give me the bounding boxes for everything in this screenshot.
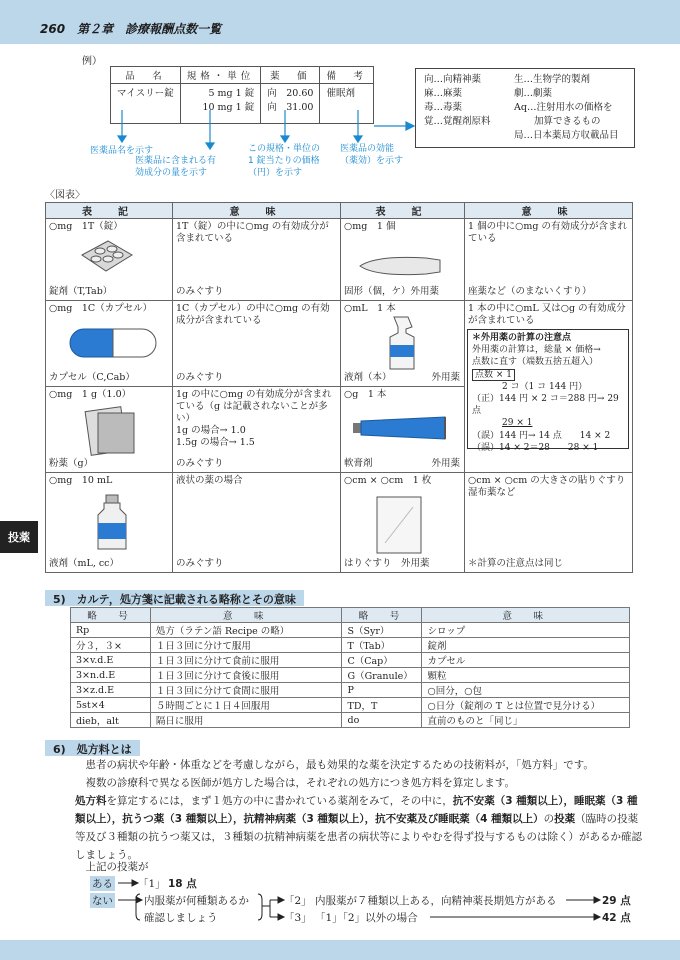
abbr-row: 5st×4 ５時間ごとに１日４回服用 TD，T ○日分（錠剤の T とは位置で見分ける）: [71, 698, 630, 713]
cell-solid-mean: 1 個の中に○mg の有効成分が含まれている 座薬など（のまないくすり）: [465, 219, 633, 301]
ex-price: 向 20.60 向 31.00: [261, 84, 320, 124]
callout-note: 医薬品の効能 （薬効）を示す: [340, 144, 404, 166]
footer-band: [0, 940, 680, 960]
flow-q2: 確認しましょう: [144, 912, 218, 924]
tablet-pack-icon: [76, 237, 136, 279]
cell-liquid: ○mg 10 mL 液剤（mL, cc）: [46, 473, 173, 573]
section6-paragraph3: 処方料を算定するには，まず１処方の中に書かれている薬剤をみて，その中に，抗不安薬（3 種類以上），睡眠薬（3 種類以上），抗うつ薬（3 種類以上），抗精神病薬（3 種類以上），抗不安薬及び睡眠薬（4 種類以上）の投薬（臨時の投薬等及び３種類の抗うつ薬又は，３種類の抗精神病薬を患者の病状等によりやむを得ず投与するものは除く）があるか確認しましょう。: [75, 795, 642, 861]
flow-aru: ある: [92, 878, 113, 890]
cell-solid: ○mg 1 個 固形（個，ケ）外用薬: [341, 219, 465, 301]
flow-c2: 内服薬が７種類以上ある，向精神薬長期処方がある: [315, 895, 557, 907]
ex-h3: 薬 価: [261, 67, 320, 84]
cell-patch-mean: ○cm × ○cm の大きさの貼りぐすり 湿布薬など ＊計算の注意点は同じ: [465, 473, 633, 573]
ex-h1: 品 名: [111, 67, 181, 84]
liquid-bottle-icon: [386, 315, 420, 371]
flow-p3: 42 点: [602, 912, 631, 924]
cell-ointment: ○g 1 本 軟膏剤 外用薬: [341, 387, 465, 473]
abbr-row: 3×v.d.E １日３回に分けて食前に服用 C（Cap） カプセル: [71, 653, 630, 668]
page-header: [40, 20, 233, 37]
callout-spec: 医薬品に含まれる有 効成分の量を示す: [135, 156, 217, 178]
flow-q1: 内服薬が何種類あるか: [144, 895, 249, 907]
ointment-tube-icon: [351, 415, 455, 441]
section6-paragraph1: 患者の病状や年齢・体重などを考慮しながら，最も効果的な薬を決定するための技術料が，「処方料」です。: [75, 759, 594, 771]
cell-liquid-mean: 液状の薬の場合 のみぐすり: [173, 473, 341, 573]
chapter-title: 第２章 診療報酬点数一覧: [77, 22, 222, 36]
grid-h2: 意 味: [173, 203, 341, 219]
side-tab: 投薬: [0, 521, 38, 553]
figure-label: 〈図表〉: [45, 190, 85, 201]
cell-liquid-ext: ○mL 1 本 液剤（本） 外用薬: [341, 301, 465, 387]
cell-powder: ○mg 1 g（1.0） 粉薬（g）: [46, 387, 173, 473]
calc-note-box: ＊外用薬の計算の注意点 外用薬の計算は，総量 × 価格→ 点数に直す（端数五捨五超入） 点数 × 1 2 コ（1 コ 144 円） （正）144 円 × 2 コ＝288 円→ 29 点 29 × 1 （誤）144 円→ 14 点 14 × 2 （誤）14 × 2＝28 28 × 1: [467, 329, 629, 449]
abbr-row: Rp 処方（ラテン語 Recipe の略） S（Syr） シロップ: [71, 623, 630, 638]
cell-patch: ○cm × ○cm 1 枚 はりぐすり 外用薬: [341, 473, 465, 573]
abbr-row: 3×z.d.E １日３回に分けて食間に服用 P ○回分，○包: [71, 683, 630, 698]
abbreviation-table: 略 号 意 味 略 号 意 味 Rp 処方（ラテン語 Recipe の略） S（Syr） シロップ 分３，３× １日３回に分けて服用 T（Tab） 錠剤 3×v.d.E １日３回に分けて食前に服用 C（Cap） カプセル 3×n.d.E １日３回に分けて食後に服用 G（Granule） 顆粒 3×z.d.E １日３回に分けて食間に服用 P ○回分，○包 5st×4 ５時間ごとに１日４回服用 TD，T ○日分（錠剤の T とは位置で見分ける） dieb，alt 隔日に服用 do 直前のものと「同じ」: [70, 607, 630, 728]
ex-h4: 備 考: [320, 67, 374, 84]
flow-r3: 「3」: [284, 912, 312, 924]
dosage-figure-table: [45, 202, 633, 573]
abbr-row: 分３，３× １日３回に分けて服用 T（Tab） 錠剤: [71, 638, 630, 653]
flow-p2: 29 点: [602, 895, 631, 907]
cell-tablet-mean: 1T（錠）の中に○mg の有効成分が含まれている のみぐすり: [173, 219, 341, 301]
section5-title: 5) カルテ，処方箋に記載される略称とその意味: [45, 590, 304, 606]
capsule-icon: [68, 327, 158, 359]
ex-note: 催眠剤: [320, 84, 374, 124]
abbr-row: dieb，alt 隔日に服用 do 直前のものと「同じ」: [71, 713, 630, 728]
ex-spec: 5 mg 1 錠 10 mg 1 錠: [180, 84, 261, 124]
legend-box: 向…向精神薬 生…生物学的製剤 麻…麻薬 劇…劇薬 毒…毒薬 Aq…注射用水の価格を 覚…覚醒剤原料 加算できるもの 局…日本薬局方収載品目: [415, 68, 635, 148]
suppository-icon: [356, 254, 446, 278]
prescription-fee-flow: [90, 876, 650, 928]
patch-icon: [373, 493, 429, 557]
cell-capsule-mean: 1C（カプセル）の中に○mg の有効成分が含まれている のみぐすり: [173, 301, 341, 387]
cell-capsule: ○mg 1C（カプセル） カプセル（C,Cab）: [46, 301, 173, 387]
ex-h2: 規格・単位: [180, 67, 261, 84]
page-number: 260: [40, 22, 66, 36]
page-header-band: [0, 0, 680, 44]
callout-price: この規格・単位の 1 錠当たりの価格 （円）を示す: [248, 144, 321, 178]
flow-arrows: [90, 876, 650, 928]
section6-paragraph2: 複数の診療科で異なる医師が処方した場合は，それぞれの処方につき処方料を算定します。: [75, 777, 515, 789]
grid-h3: 表 記: [341, 203, 465, 219]
cell-powder-mean: 1g の中に○mg の有効成分が含まれている（g は記載されないことが多い） 1g の場合→ 1.0 1.5g の場合→ 1.5 のみぐすり: [173, 387, 341, 473]
flow-r1: 「1」: [138, 878, 166, 890]
section6-title: 6) 処方料とは: [45, 740, 140, 756]
powder-packet-icon: [84, 405, 140, 457]
flow-r2: 「2」: [284, 895, 312, 907]
example-label: 例）: [82, 56, 102, 67]
cell-tablet: ○mg 1T（錠） 錠剤（T,Tab）: [46, 219, 173, 301]
grid-h4: 意 味: [465, 203, 633, 219]
grid-h1: 表 記: [46, 203, 173, 219]
callout-name: 医薬品名を示す: [90, 146, 154, 156]
cell-calc-note: 1 本の中に○mL 又は○g の有効成分が含まれている ＊外用薬の計算の注意点 外用薬の計算は，総量 × 価格→ 点数に直す（端数五捨五超入） 点数 × 1 2 コ（1 コ 144 円） （正）144 円 × 2 コ＝288 円→ 29 点 29 × 1 （誤）144 円→ 14 点 14 × 2 （誤）14 × 2＝28 28 × 1: [465, 301, 633, 473]
flow-c3: 「1」「2」以外の場合: [315, 912, 418, 924]
section6-paragraph4: 上記の投薬が: [75, 861, 149, 873]
flow-p1: 18 点: [168, 878, 197, 890]
ex-name: マイスリー錠: [111, 84, 181, 124]
flow-nai: ない: [92, 895, 113, 907]
abbr-row: 3×n.d.E １日３回に分けて食後に服用 G（Granule） 顆粒: [71, 668, 630, 683]
syrup-bottle-icon: [96, 493, 130, 551]
